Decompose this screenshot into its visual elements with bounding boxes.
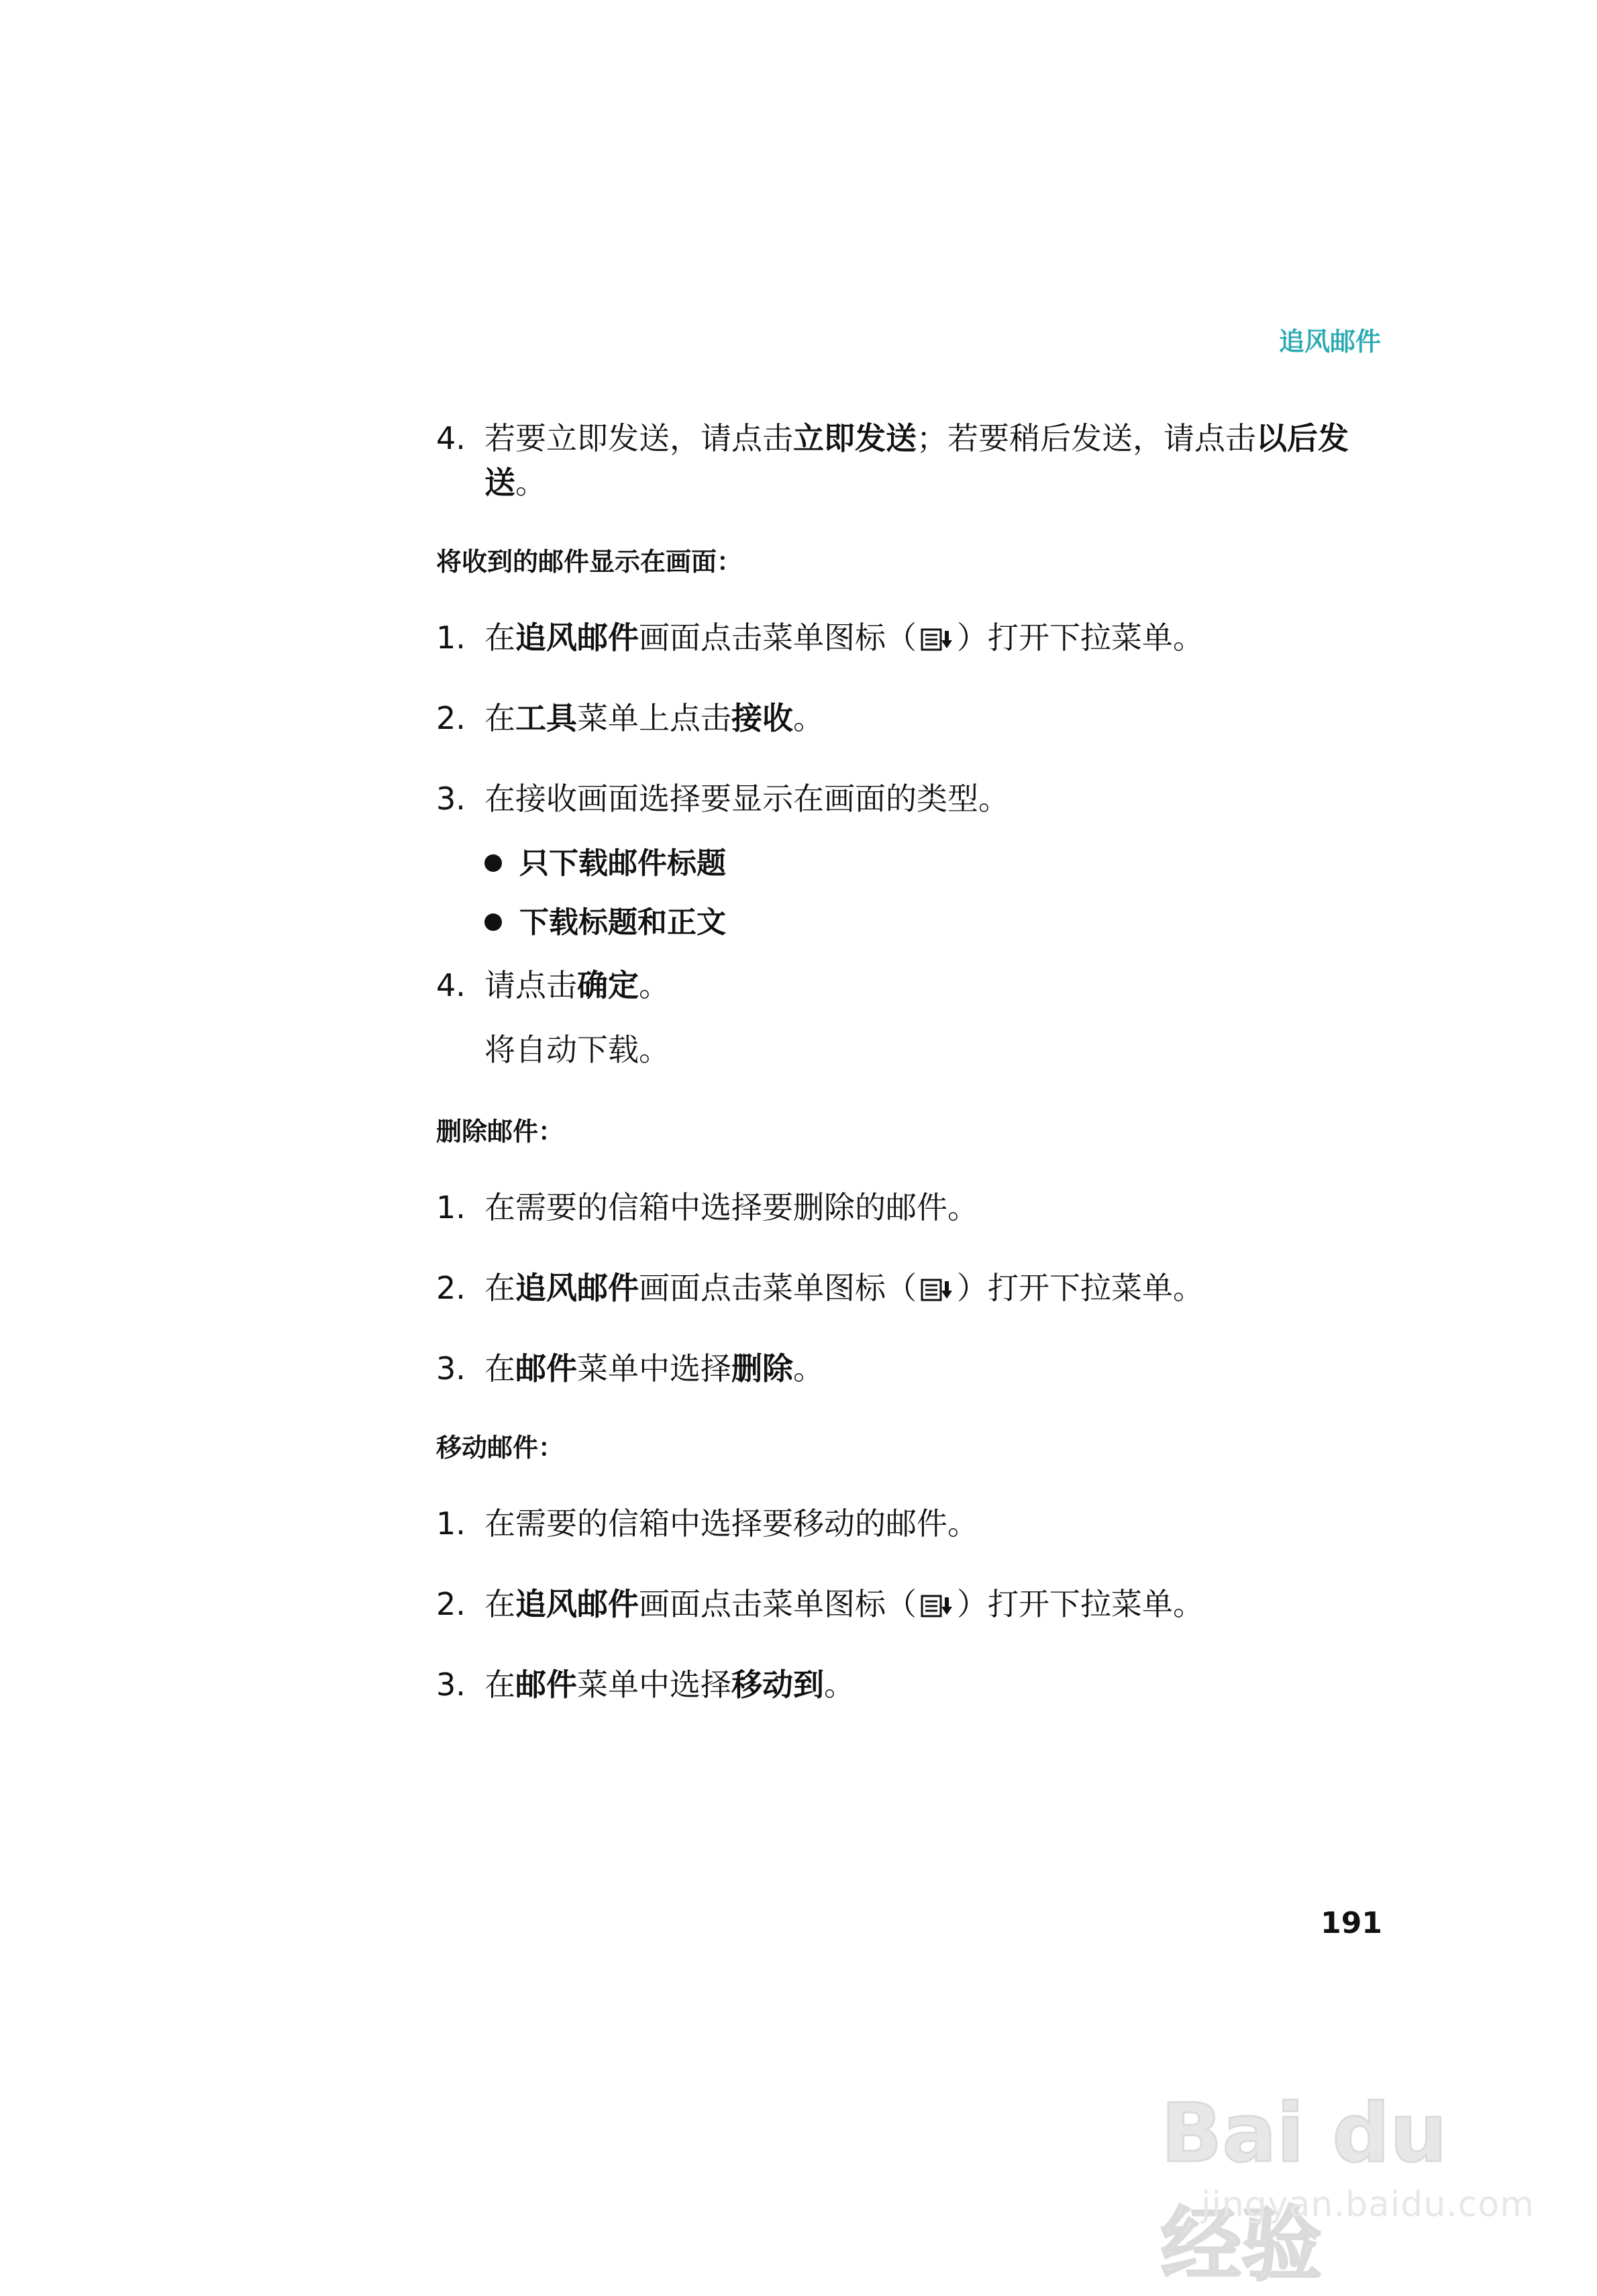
- step-number: 4.: [436, 420, 466, 456]
- page-content: [436, 416, 1389, 1743]
- step-number: 1.: [436, 619, 466, 656]
- running-header: 追风邮件: [1278, 327, 1381, 356]
- receive-note: 将自动下载。: [484, 1032, 670, 1068]
- baidu-watermark: [1161, 2040, 1535, 2292]
- step-number: 4.: [436, 967, 466, 1003]
- move-step-1: 1. 在需要的信箱中选择要移动的邮件。: [436, 1501, 1389, 1546]
- list-item: 下载标题和正文: [484, 903, 1389, 943]
- receive-step-3: 3. 在接收画面选择要显示在画面的类型。: [436, 777, 1389, 821]
- receive-step-4: 4. 请点击确定。: [436, 963, 1389, 1007]
- step-number: 3.: [436, 781, 466, 817]
- delete-step-1: 1. 在需要的信箱中选择要删除的邮件。: [436, 1185, 1389, 1230]
- move-step-3: 3. 在邮件菜单中选择移动到。: [436, 1662, 1389, 1707]
- step-number: 3.: [436, 1666, 466, 1703]
- move-section-title: 移动邮件：: [436, 1433, 564, 1462]
- step-number: 3.: [436, 1350, 466, 1387]
- step-number: 2.: [436, 1270, 466, 1306]
- page-number: 191: [1321, 1906, 1382, 1940]
- step-number: 2.: [436, 700, 466, 736]
- download-options: [484, 844, 1389, 943]
- delete-step-3: 3. 在邮件菜单中选择删除。: [436, 1346, 1389, 1391]
- step-number: 1.: [436, 1505, 466, 1542]
- watermark-url: jingyan.baidu.com: [1201, 2185, 1535, 2225]
- menu-icon: [919, 627, 954, 652]
- receive-section-title: 将收到的邮件显示在画面：: [436, 547, 743, 577]
- menu-icon: [919, 1277, 954, 1303]
- step-number: 2.: [436, 1586, 466, 1622]
- move-step-2: 2. 在追风邮件画面点击菜单图标（ ）打开下拉菜单。: [436, 1582, 1389, 1626]
- delete-section-title: 删除邮件：: [436, 1117, 564, 1146]
- receive-step-2: 2. 在工具菜单上点击接收。: [436, 696, 1389, 740]
- bullet-icon: [484, 913, 502, 931]
- bullet-icon: [484, 854, 502, 872]
- receive-step-1: 1. 在追风邮件画面点击菜单图标（ ）打开下拉菜单。: [436, 615, 1389, 660]
- menu-icon: [919, 1593, 954, 1619]
- watermark-logo: Bai du 经验: [1161, 2087, 1447, 2292]
- delete-step-2: 2. 在追风邮件画面点击菜单图标（ ）打开下拉菜单。: [436, 1266, 1389, 1310]
- step-number: 1.: [436, 1189, 466, 1226]
- send-step-4: 4. 若要立即发送，请点击立即发送；若要稍后发送，请点击以后发送。: [436, 416, 1389, 505]
- list-item: 只下载邮件标题: [484, 844, 1389, 884]
